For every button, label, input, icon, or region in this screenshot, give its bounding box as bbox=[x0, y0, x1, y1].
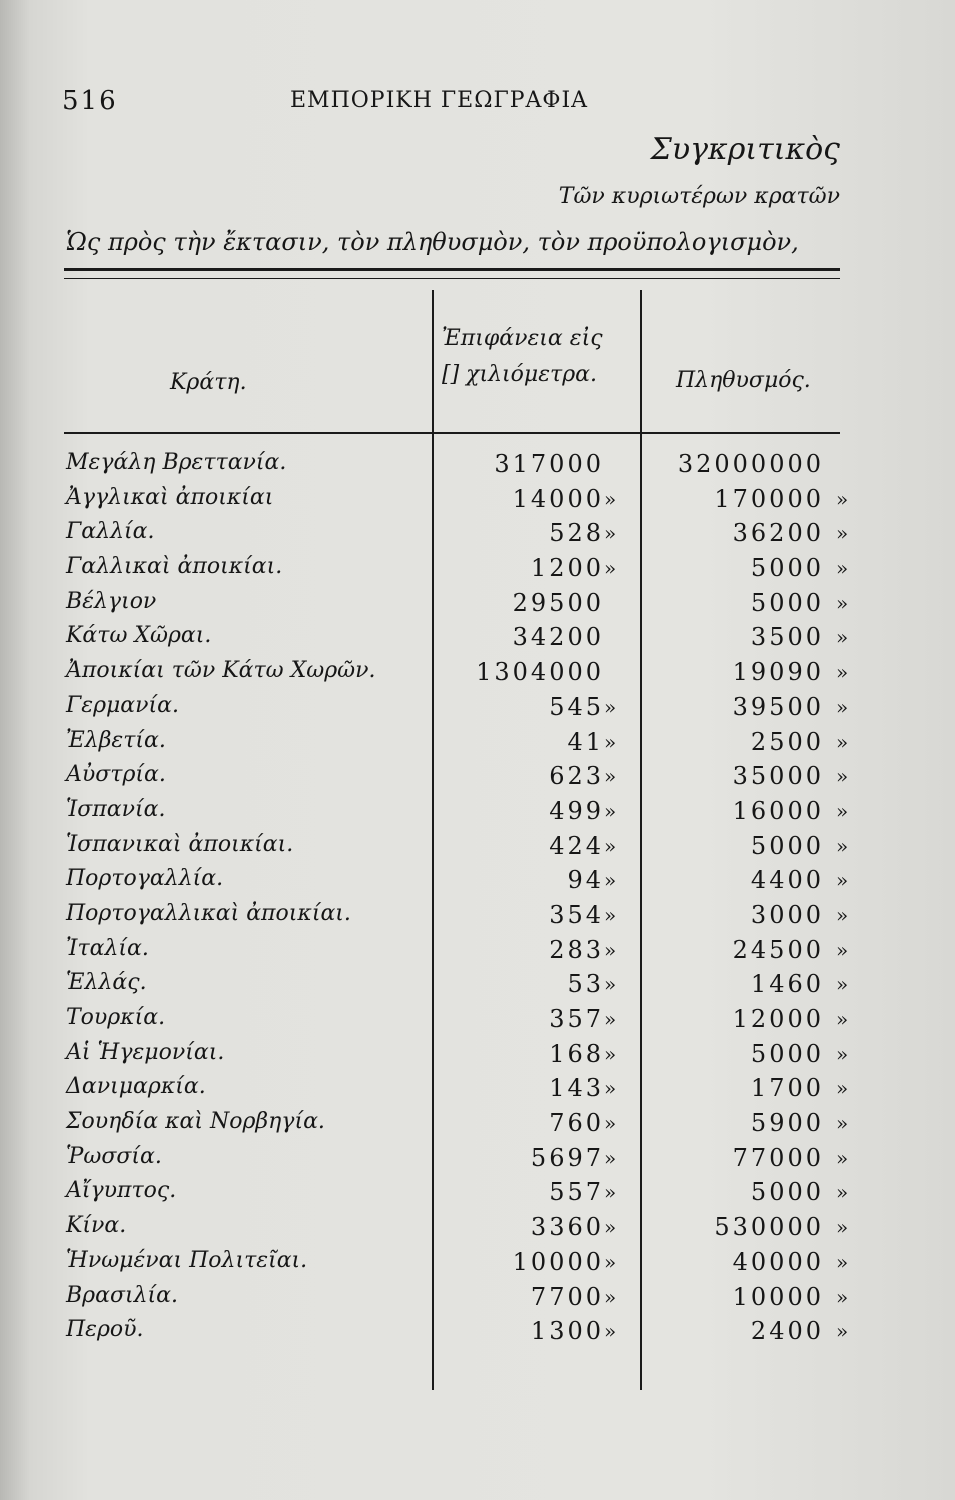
population-ditto-mark: » bbox=[836, 937, 849, 962]
table-row bbox=[64, 726, 864, 761]
table-row bbox=[64, 448, 864, 483]
state-name: Ἱσπανία. bbox=[66, 796, 166, 822]
area-ditto-mark: » bbox=[604, 486, 617, 511]
population-value: 3000 bbox=[750, 900, 824, 929]
state-name: Ἰταλία. bbox=[66, 935, 149, 961]
table-subtitle: Τῶν κυριωτέρων κρατῶν bbox=[558, 184, 840, 209]
area-ditto-mark: » bbox=[604, 1041, 617, 1066]
top-rule-thick bbox=[64, 268, 840, 271]
state-name: Σουηδία καὶ Νορβηγία. bbox=[66, 1109, 325, 1135]
area-ditto-mark: » bbox=[604, 1215, 617, 1240]
state-name: Αὐστρία. bbox=[66, 762, 166, 788]
area-ditto-mark: » bbox=[604, 556, 617, 581]
table-body bbox=[64, 448, 864, 1350]
header-area-line2: [] χιλιόμετρα. bbox=[442, 362, 597, 387]
area-value: 10000 bbox=[512, 1247, 604, 1276]
area-value: 14000 bbox=[512, 484, 604, 513]
area-value: 3360 bbox=[530, 1213, 604, 1242]
area-ditto-mark: » bbox=[604, 764, 617, 789]
population-ditto-mark: » bbox=[836, 694, 849, 719]
population-ditto-mark: » bbox=[836, 1249, 849, 1274]
area-value: 1200 bbox=[530, 554, 604, 583]
running-head: ΕΜΠΟΡΙΚΗ ΓΕΩΓΡΑΦΙΑ bbox=[290, 88, 589, 113]
population-value: 530000 bbox=[714, 1213, 824, 1242]
header-area-line1: Ἐπιφάνεια εἰς bbox=[442, 326, 603, 351]
table-row bbox=[64, 621, 864, 656]
population-ditto-mark: » bbox=[836, 1041, 849, 1066]
population-value: 35000 bbox=[732, 762, 824, 791]
area-value: 143 bbox=[549, 1074, 604, 1103]
area-ditto-mark: » bbox=[604, 1007, 617, 1031]
area-ditto-mark: » bbox=[604, 694, 617, 719]
population-value: 3500 bbox=[750, 623, 824, 652]
page-number: 516 bbox=[62, 86, 118, 116]
population-ditto-mark: » bbox=[836, 764, 849, 789]
state-name: Κίνα. bbox=[66, 1213, 127, 1239]
area-value: 545 bbox=[549, 692, 604, 721]
area-ditto-mark: » bbox=[604, 521, 617, 546]
population-value: 170000 bbox=[714, 484, 824, 513]
area-ditto-mark: » bbox=[604, 937, 617, 962]
population-value: 5000 bbox=[750, 554, 824, 583]
area-ditto-mark: » bbox=[604, 902, 617, 927]
table-description: Ὡς πρὸς τὴν ἔκτασιν, τὸν πληθυσμὸν, τὸν προϋπολογισμὸν, bbox=[66, 228, 799, 256]
population-value: 40000 bbox=[732, 1247, 824, 1276]
area-value: 623 bbox=[549, 762, 604, 791]
population-value: 12000 bbox=[732, 1005, 824, 1033]
state-name: Τουρκία. bbox=[66, 1005, 166, 1030]
area-ditto-mark: » bbox=[604, 972, 617, 997]
population-value: 39500 bbox=[732, 692, 824, 721]
population-value: 19090 bbox=[732, 658, 824, 687]
table-row bbox=[64, 587, 864, 622]
table-row bbox=[64, 1038, 864, 1073]
table-row bbox=[64, 1107, 864, 1142]
population-ditto-mark: » bbox=[836, 1076, 849, 1101]
population-ditto-mark: » bbox=[836, 798, 849, 823]
area-value: 499 bbox=[549, 796, 604, 825]
population-ditto-mark: » bbox=[836, 625, 849, 650]
table-row bbox=[64, 1003, 864, 1038]
state-name: Ῥωσσία. bbox=[66, 1143, 162, 1169]
table-row bbox=[64, 830, 864, 865]
area-value: 34200 bbox=[512, 623, 604, 652]
population-value: 77000 bbox=[732, 1143, 824, 1172]
area-ditto-mark: » bbox=[604, 868, 617, 893]
area-value: 557 bbox=[549, 1178, 604, 1207]
state-name: Κάτω Χῶραι. bbox=[66, 623, 212, 649]
table-row bbox=[64, 552, 864, 587]
population-ditto-mark: » bbox=[836, 729, 849, 754]
area-value: 41 bbox=[567, 727, 604, 756]
population-ditto-mark: » bbox=[836, 972, 849, 997]
state-name: Αἴγυπτος. bbox=[66, 1178, 177, 1204]
population-ditto-mark: » bbox=[836, 902, 849, 927]
population-value: 4400 bbox=[750, 866, 824, 895]
table-row bbox=[64, 1072, 864, 1107]
area-value: 94 bbox=[567, 866, 604, 895]
state-name: Περοῦ. bbox=[66, 1317, 144, 1343]
area-ditto-mark: » bbox=[604, 729, 617, 754]
population-value: 32000000 bbox=[677, 450, 824, 478]
table-row bbox=[64, 1315, 864, 1350]
state-name: Δανιμαρκία. bbox=[66, 1074, 206, 1100]
state-name: Ἡνωμέναι Πολιτεῖαι. bbox=[66, 1247, 308, 1273]
area-ditto-mark: » bbox=[604, 1145, 617, 1170]
state-name: Πορτογαλλικαὶ ἀποικίαι. bbox=[66, 900, 351, 926]
population-ditto-mark: » bbox=[836, 1180, 849, 1205]
area-value: 29500 bbox=[512, 588, 604, 617]
area-value: 53 bbox=[567, 970, 604, 999]
table-row bbox=[64, 968, 864, 1003]
state-name: Βρασιλία. bbox=[66, 1282, 179, 1308]
table-row bbox=[64, 691, 864, 726]
table-title: Συγκριτικὸς bbox=[650, 132, 840, 167]
table-row bbox=[64, 1142, 864, 1177]
table-row bbox=[64, 934, 864, 969]
population-value: 5000 bbox=[750, 1178, 824, 1207]
population-value: 2400 bbox=[750, 1317, 824, 1346]
population-ditto-mark: » bbox=[836, 868, 849, 893]
state-name: Γαλλικαὶ ἀποικίαι. bbox=[66, 554, 283, 580]
population-value: 5900 bbox=[750, 1109, 824, 1138]
population-value: 5000 bbox=[750, 1039, 824, 1068]
population-value: 1460 bbox=[750, 970, 824, 999]
area-value: 1304000 bbox=[476, 658, 604, 687]
table-row bbox=[64, 517, 864, 552]
state-name: Μεγάλη Βρεττανία. bbox=[66, 450, 287, 475]
table-row bbox=[64, 864, 864, 899]
population-ditto-mark: » bbox=[836, 590, 849, 615]
population-ditto-mark: » bbox=[836, 521, 849, 546]
population-ditto-mark: » bbox=[836, 1215, 849, 1240]
population-ditto-mark: » bbox=[836, 1319, 849, 1344]
area-value: 5697 bbox=[530, 1143, 604, 1172]
state-name: Πορτογαλλία. bbox=[66, 866, 224, 892]
population-ditto-mark: » bbox=[836, 1111, 849, 1136]
state-name: Ἐλβετία. bbox=[66, 727, 166, 753]
population-value: 16000 bbox=[732, 796, 824, 825]
population-ditto-mark: » bbox=[836, 486, 849, 511]
area-value: 760 bbox=[549, 1109, 604, 1138]
table-row bbox=[64, 795, 864, 830]
table-row bbox=[64, 1246, 864, 1281]
table-row bbox=[64, 1176, 864, 1211]
population-ditto-mark: » bbox=[836, 1007, 849, 1031]
state-name: Ἑλλάς. bbox=[66, 970, 147, 996]
population-ditto-mark: » bbox=[836, 1145, 849, 1170]
area-value: 7700 bbox=[530, 1282, 604, 1311]
table-row bbox=[64, 483, 864, 518]
population-value: 36200 bbox=[732, 519, 824, 548]
top-rule-thin bbox=[64, 278, 840, 279]
area-ditto-mark: » bbox=[604, 1249, 617, 1274]
table-row bbox=[64, 1211, 864, 1246]
area-ditto-mark: » bbox=[604, 1111, 617, 1136]
population-ditto-mark: » bbox=[836, 660, 849, 685]
population-ditto-mark: » bbox=[836, 1284, 849, 1309]
population-value: 2500 bbox=[750, 727, 824, 756]
area-ditto-mark: » bbox=[604, 798, 617, 823]
state-name: Βέλγιον bbox=[66, 588, 157, 614]
area-value: 354 bbox=[549, 900, 604, 929]
area-ditto-mark: » bbox=[604, 1284, 617, 1309]
area-ditto-mark: » bbox=[604, 1076, 617, 1101]
population-value: 10000 bbox=[732, 1282, 824, 1311]
table-row bbox=[64, 899, 864, 934]
state-name: Ἀγγλικαὶ ἀποικίαι bbox=[66, 484, 274, 510]
header-state: Κράτη. bbox=[170, 370, 247, 395]
area-value: 1300 bbox=[530, 1317, 604, 1346]
population-value: 1700 bbox=[750, 1074, 824, 1103]
area-value: 317000 bbox=[494, 450, 604, 478]
population-ditto-mark: » bbox=[836, 833, 849, 858]
state-name: Ἀποικίαι τῶν Κάτω Χωρῶν. bbox=[66, 658, 376, 684]
table-row bbox=[64, 760, 864, 795]
population-value: 5000 bbox=[750, 831, 824, 860]
area-ditto-mark: » bbox=[604, 1180, 617, 1205]
table-row bbox=[64, 1281, 864, 1316]
state-name: Ἱσπανικαὶ ἀποικίαι. bbox=[66, 831, 294, 857]
area-value: 424 bbox=[549, 831, 604, 860]
area-value: 168 bbox=[549, 1039, 604, 1068]
header-population: Πληθυσμός. bbox=[676, 368, 811, 393]
header-rule bbox=[64, 432, 840, 434]
population-value: 24500 bbox=[732, 935, 824, 964]
population-ditto-mark: » bbox=[836, 556, 849, 581]
state-name: Γερμανία. bbox=[66, 692, 180, 718]
area-value: 528 bbox=[549, 519, 604, 548]
area-value: 357 bbox=[549, 1005, 604, 1033]
area-value: 283 bbox=[549, 935, 604, 964]
area-ditto-mark: » bbox=[604, 1319, 617, 1344]
area-ditto-mark: » bbox=[604, 833, 617, 858]
population-value: 5000 bbox=[750, 588, 824, 617]
state-name: Αἱ Ἡγεμονίαι. bbox=[66, 1039, 225, 1065]
state-name: Γαλλία. bbox=[66, 519, 155, 545]
table-row bbox=[64, 656, 864, 691]
